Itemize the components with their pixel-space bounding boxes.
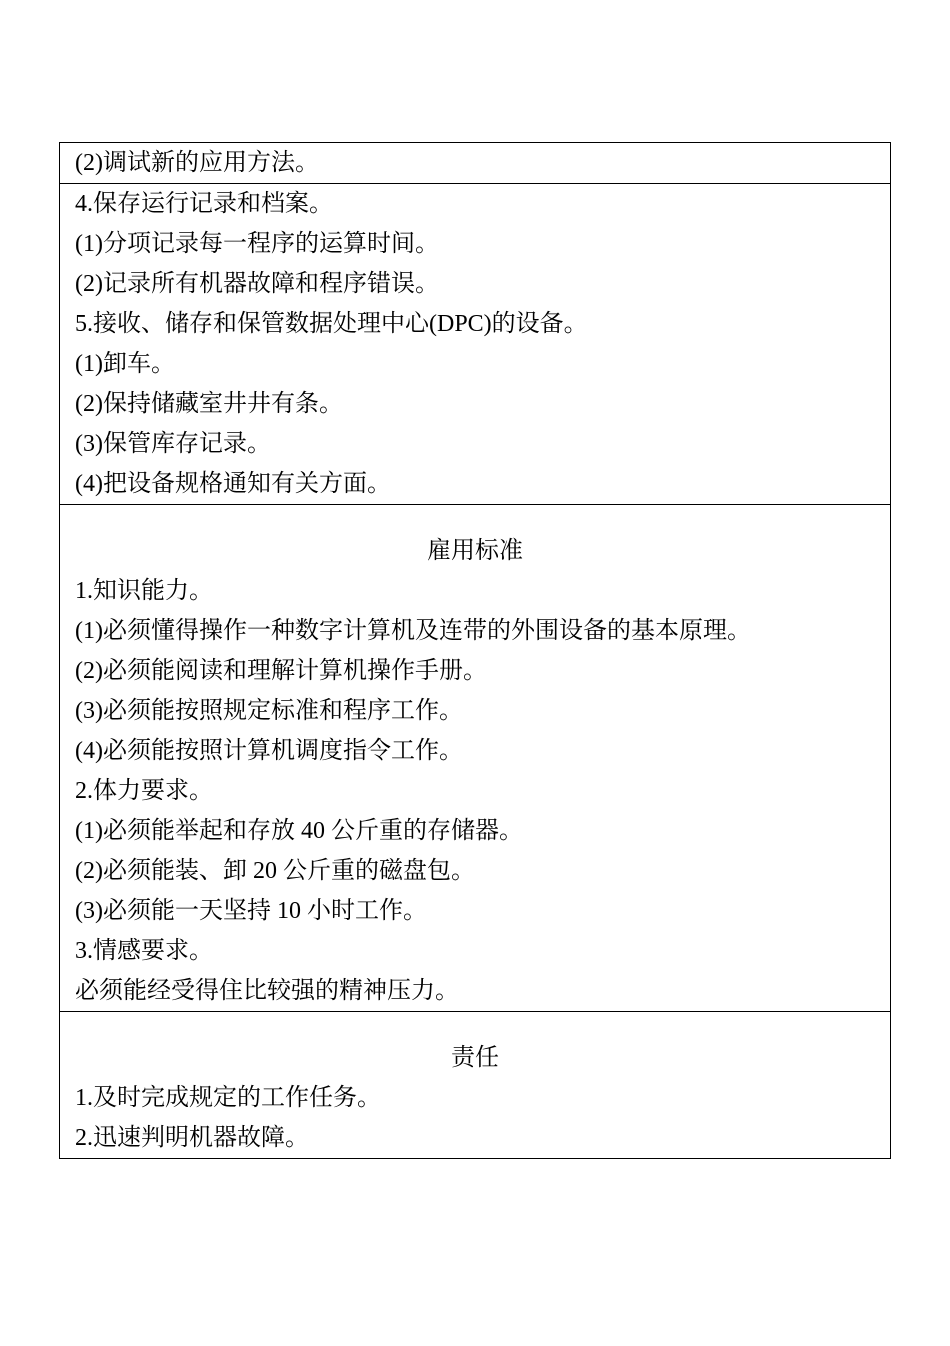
list-item: 5.接收、储存和保管数据处理中心(DPC)的设备。 xyxy=(75,311,588,337)
list-item: 2.体力要求。 xyxy=(75,778,213,804)
spacer xyxy=(75,1012,890,1038)
list-item: (1)必须懂得操作一种数字计算机及连带的外围设备的基本原理。 xyxy=(75,618,751,644)
list-item: (1)分项记录每一程序的运算时间。 xyxy=(75,231,439,257)
list-item: (3)必须能按照规定标准和程序工作。 xyxy=(75,698,463,724)
list-item: (2)必须能阅读和理解计算机操作手册。 xyxy=(75,658,487,684)
list-item: 4.保存运行记录和档案。 xyxy=(75,191,333,217)
list-item: 1.及时完成规定的工作任务。 xyxy=(75,1085,381,1111)
table-row xyxy=(60,1012,891,1159)
spacer xyxy=(75,505,890,531)
list-item: 1.知识能力。 xyxy=(75,578,213,604)
list-item: (4)把设备规格通知有关方面。 xyxy=(75,471,391,497)
list-item: (2)调试新的应用方法。 xyxy=(75,150,319,176)
table-row xyxy=(60,184,891,505)
list-item: 2.迅速判明机器故障。 xyxy=(75,1125,309,1151)
list-item: (3)必须能一天坚持 10 小时工作。 xyxy=(75,898,427,924)
job-description-table xyxy=(59,142,891,1159)
table-cell-records-equipment xyxy=(60,184,891,505)
table-cell-development xyxy=(60,143,891,184)
list-item: (1)必须能举起和存放 40 公斤重的存储器。 xyxy=(75,818,523,844)
list-item: (2)必须能装、卸 20 公斤重的磁盘包。 xyxy=(75,858,475,884)
list-item: (3)保管库存记录。 xyxy=(75,431,271,457)
list-item: (1)卸车。 xyxy=(75,351,175,377)
list-item: 必须能经受得住比较强的精神压力。 xyxy=(75,978,459,1004)
list-item: (2)记录所有机器故障和程序错误。 xyxy=(75,271,439,297)
table-cell-hiring-standards xyxy=(60,505,891,1012)
list-item: 3.情感要求。 xyxy=(75,938,213,964)
section-heading-hiring-standards: 雇用标准 xyxy=(427,538,523,564)
table-row xyxy=(60,505,891,1012)
section-heading-responsibilities: 责任 xyxy=(451,1045,499,1071)
list-item: (4)必须能按照计算机调度指令工作。 xyxy=(75,738,463,764)
table-row xyxy=(60,143,891,184)
list-item: (2)保持储藏室井井有条。 xyxy=(75,391,343,417)
table-cell-responsibilities xyxy=(60,1012,891,1159)
